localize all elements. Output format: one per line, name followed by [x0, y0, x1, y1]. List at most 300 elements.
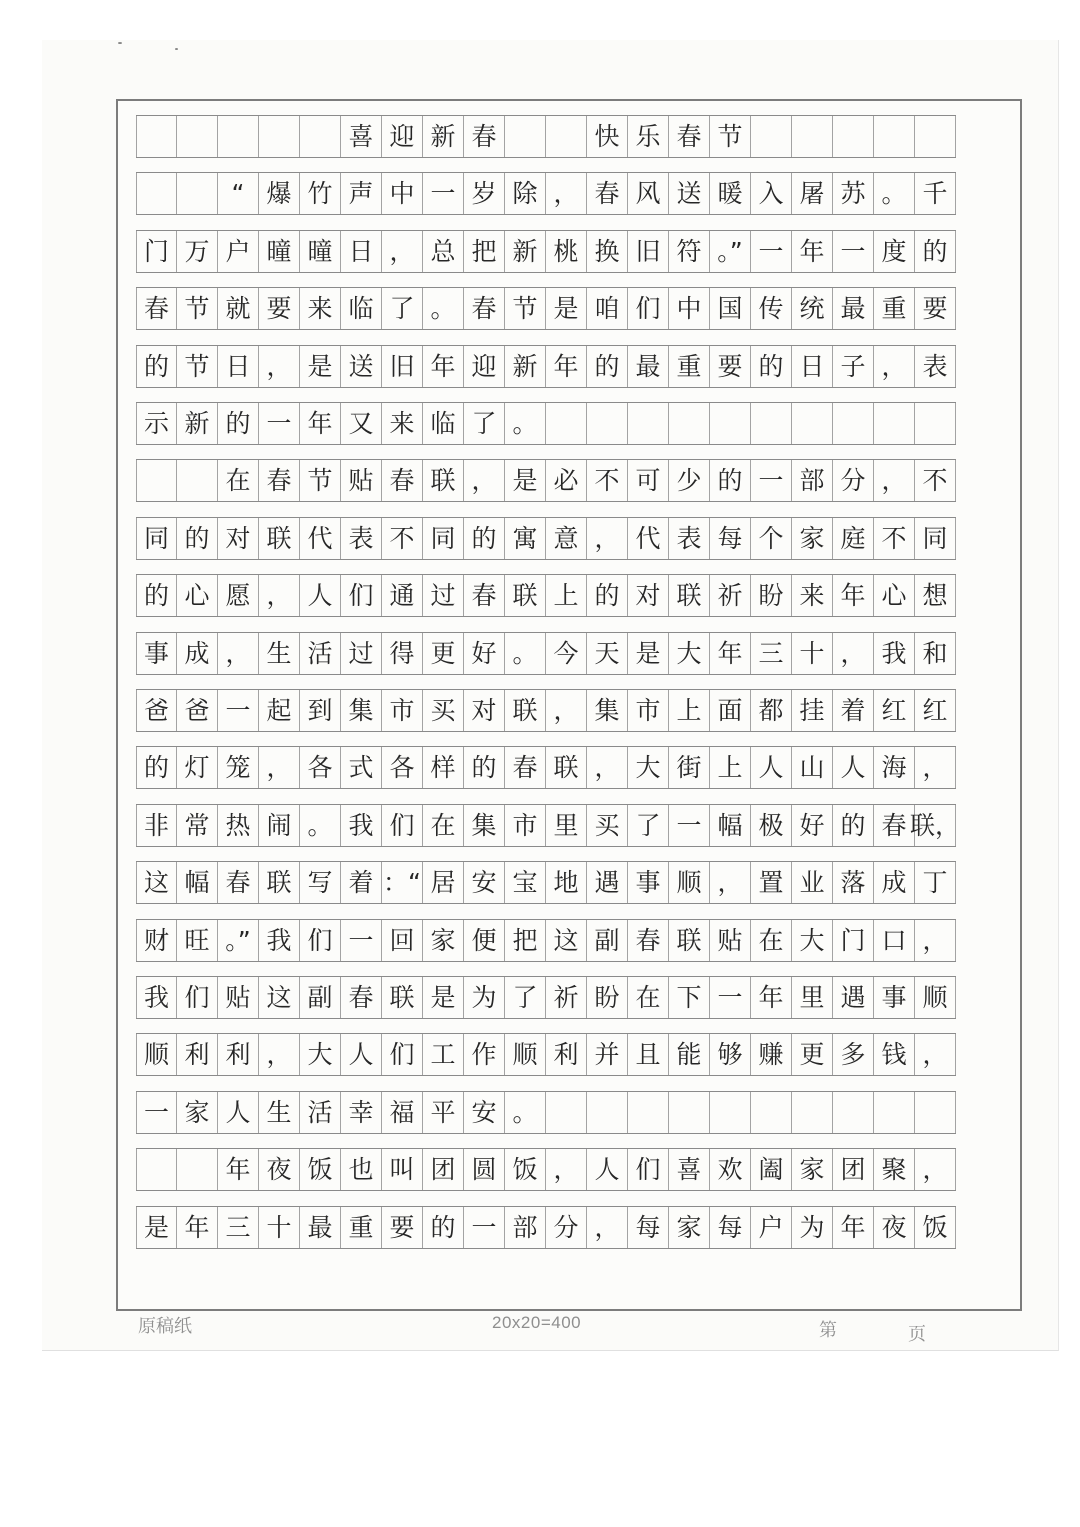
grid-cell: 们: [341, 575, 382, 616]
grid-cell: ，: [259, 346, 300, 387]
grid-cell: ，: [587, 1207, 628, 1248]
grid-cell: 。: [300, 805, 341, 846]
grid-cell: 十: [259, 1207, 300, 1248]
grid-cell: 的: [751, 346, 792, 387]
grid-cell: 我: [874, 633, 915, 674]
grid-cell: 贴: [710, 920, 751, 961]
grid-cell: 国: [710, 288, 751, 329]
grid-cell: 年: [218, 1149, 259, 1190]
grid-cell: 成: [874, 862, 915, 903]
grid-cell: 表: [341, 518, 382, 559]
grid-cell: 寓: [505, 518, 546, 559]
grid-cell: 欢: [710, 1149, 751, 1190]
grid-cell: 非: [136, 805, 177, 846]
grid-cell: ，: [382, 231, 423, 272]
grid-cell: 们: [177, 977, 218, 1018]
grid-cell: 春: [628, 920, 669, 961]
grid-cell: 春: [464, 575, 505, 616]
grid-cell: 幅: [177, 862, 218, 903]
grid-cell: 新: [505, 231, 546, 272]
grid-cell: 的: [710, 460, 751, 501]
grid-cell: 代: [300, 518, 341, 559]
grid-cell: 落: [833, 862, 874, 903]
grid-cell: 人: [300, 575, 341, 616]
grid-cell: 便: [464, 920, 505, 961]
grid-cell: [833, 403, 874, 444]
grid-cell: 年: [833, 1207, 874, 1248]
grid-cell: 的: [136, 346, 177, 387]
grid-cell: 度: [874, 231, 915, 272]
grid-cell: 的: [587, 346, 628, 387]
grid-cell: 也: [341, 1149, 382, 1190]
grid-cell: 买: [587, 805, 628, 846]
grid-cell: 送: [669, 173, 710, 214]
grid-cell: 人: [833, 747, 874, 788]
grid-cell: “: [218, 173, 259, 214]
grid-cell: 今: [546, 633, 587, 674]
grid-cell: [874, 403, 915, 444]
grid-cell: 爆: [259, 173, 300, 214]
grid-cell: 遇: [833, 977, 874, 1018]
grid-cell: 人: [751, 747, 792, 788]
grid-cell: [259, 116, 300, 157]
grid-cell: 愿: [218, 575, 259, 616]
grid-cell: 春: [587, 173, 628, 214]
grid-row: [136, 517, 956, 560]
grid-cell: 居: [423, 862, 464, 903]
grid-row: [136, 1091, 956, 1134]
grid-row: [136, 746, 956, 789]
grid-cell: 顺: [505, 1034, 546, 1075]
grid-cell: 又: [341, 403, 382, 444]
grid-cell: 日: [792, 346, 833, 387]
grid-cell: 们: [628, 288, 669, 329]
grid-cell: [669, 1092, 710, 1133]
grid-cell: 来: [382, 403, 423, 444]
grid-cell: 家: [177, 1092, 218, 1133]
grid-cell: 重: [341, 1207, 382, 1248]
grid-cell: 是: [546, 288, 587, 329]
grid-cell: 团: [423, 1149, 464, 1190]
grid-cell: 年: [300, 403, 341, 444]
grid-cell: 各: [382, 747, 423, 788]
grid-cell: 写: [300, 862, 341, 903]
grid-cell: 春: [464, 288, 505, 329]
grid-cell: 天: [587, 633, 628, 674]
grid-cell: [751, 1092, 792, 1133]
grid-cell: 安: [464, 1092, 505, 1133]
manuscript-grid-frame: [116, 99, 1022, 1311]
grid-cell: 每: [710, 518, 751, 559]
grid-cell: ，: [259, 1034, 300, 1075]
grid-cell: [874, 1092, 915, 1133]
grid-cell: 过: [341, 633, 382, 674]
grid-cell: 十: [792, 633, 833, 674]
grid-cell: 们: [628, 1149, 669, 1190]
grid-cell: 的: [177, 518, 218, 559]
grid-cell: 起: [259, 690, 300, 731]
grid-cell: ，: [259, 575, 300, 616]
grid-cell: 喜: [669, 1149, 710, 1190]
grid-cell: 入: [751, 173, 792, 214]
grid-cell: 山: [792, 747, 833, 788]
grid-cell: 过: [423, 575, 464, 616]
grid-cell: 贴: [218, 977, 259, 1018]
grid-cell: 为: [792, 1207, 833, 1248]
grid-cell: 宝: [505, 862, 546, 903]
grid-cell: 想: [915, 575, 956, 616]
grid-cell: 安: [464, 862, 505, 903]
grid-cell: [792, 1092, 833, 1133]
grid-cell: 人: [341, 1034, 382, 1075]
grid-cell: 的: [587, 575, 628, 616]
grid-cell: 。: [874, 173, 915, 214]
grid-cell: 联: [259, 862, 300, 903]
grid-cell: 常: [177, 805, 218, 846]
grid-cell: 大: [300, 1034, 341, 1075]
grid-cell: 中: [669, 288, 710, 329]
grid-cell: 春: [505, 747, 546, 788]
grid-cell: 红: [874, 690, 915, 731]
grid-spec-label: 20x20=400: [492, 1313, 582, 1332]
grid-cell: 春: [341, 977, 382, 1018]
grid-cell: 市: [628, 690, 669, 731]
grid-cell: 式: [341, 747, 382, 788]
grid-cell: [177, 460, 218, 501]
grid-cell: 闹: [259, 805, 300, 846]
grid-cell: 部: [792, 460, 833, 501]
grid-cell: ，: [546, 173, 587, 214]
grid-cell: 人: [587, 1149, 628, 1190]
grid-cell: [669, 403, 710, 444]
grid-cell: 饭: [915, 1207, 956, 1248]
grid-cell: 同: [136, 518, 177, 559]
grid-cell: 旧: [382, 346, 423, 387]
grid-cell: 千: [915, 173, 956, 214]
grid-cell: 联: [259, 518, 300, 559]
grid-cell: 重: [874, 288, 915, 329]
grid-cell: 赚: [751, 1034, 792, 1075]
grid-cell: 迎: [464, 346, 505, 387]
grid-cell: 得: [382, 633, 423, 674]
grid-cell: 春: [259, 460, 300, 501]
manuscript-grid: [136, 115, 961, 1255]
grid-cell: 心: [874, 575, 915, 616]
grid-cell: 联: [546, 747, 587, 788]
grid-row: [136, 459, 956, 502]
grid-cell: 上: [546, 575, 587, 616]
grid-cell: 地: [546, 862, 587, 903]
grid-cell: 一: [218, 690, 259, 731]
grid-cell: 我: [341, 805, 382, 846]
grid-cell: 夜: [874, 1207, 915, 1248]
grid-cell: 对: [628, 575, 669, 616]
grid-cell: [177, 1149, 218, 1190]
grid-cell: [628, 403, 669, 444]
grid-cell: 。: [505, 403, 546, 444]
grid-cell: ，: [546, 1149, 587, 1190]
grid-cell: 的: [915, 231, 956, 272]
grid-cell: [136, 460, 177, 501]
grid-cell: 的: [136, 747, 177, 788]
grid-cell: 圆: [464, 1149, 505, 1190]
grid-cell: 年: [792, 231, 833, 272]
grid-cell: 事: [136, 633, 177, 674]
grid-cell: 着: [833, 690, 874, 731]
grid-row: [136, 230, 956, 273]
grid-cell: 的: [464, 747, 505, 788]
grid-cell: 幅: [710, 805, 751, 846]
grid-cell: 同: [915, 518, 956, 559]
grid-cell: 竹: [300, 173, 341, 214]
grid-cell: 心: [177, 575, 218, 616]
grid-cell: 对: [218, 518, 259, 559]
grid-cell: 联: [669, 575, 710, 616]
grid-cell: 庭: [833, 518, 874, 559]
grid-cell: 大: [669, 633, 710, 674]
grid-cell: 平: [423, 1092, 464, 1133]
grid-cell: [546, 116, 587, 157]
grid-cell: 爸: [177, 690, 218, 731]
grid-cell: 家: [792, 518, 833, 559]
grid-cell: [546, 1092, 587, 1133]
grid-cell: ，: [464, 460, 505, 501]
grid-cell: 。: [505, 633, 546, 674]
grid-cell: 的: [423, 1207, 464, 1248]
grid-cell: 里: [546, 805, 587, 846]
grid-row: [136, 1206, 956, 1249]
grid-cell: [136, 1149, 177, 1190]
grid-cell: 顺: [136, 1034, 177, 1075]
grid-cell: 家: [423, 920, 464, 961]
grid-cell: 聚: [874, 1149, 915, 1190]
grid-cell: 丁: [915, 862, 956, 903]
grid-cell: 风: [628, 173, 669, 214]
grid-cell: 日: [218, 346, 259, 387]
grid-cell: 大: [628, 747, 669, 788]
grid-cell: [136, 173, 177, 214]
grid-cell: [628, 1092, 669, 1133]
grid-cell: 在: [751, 920, 792, 961]
grid-cell: 意: [546, 518, 587, 559]
grid-cell: 就: [218, 288, 259, 329]
grid-cell: ，: [587, 518, 628, 559]
grid-cell: 屠: [792, 173, 833, 214]
grid-cell: 换: [587, 231, 628, 272]
grid-cell: 对: [464, 690, 505, 731]
grid-row: [136, 804, 961, 847]
grid-cell: 市: [505, 805, 546, 846]
grid-cell: 要: [259, 288, 300, 329]
grid-row: [136, 574, 956, 617]
grid-cell: 门: [833, 920, 874, 961]
grid-cell: 钱: [874, 1034, 915, 1075]
grid-cell: 表: [915, 346, 956, 387]
grid-cell: 置: [751, 862, 792, 903]
grid-cell: 最: [300, 1207, 341, 1248]
grid-cell: 夜: [259, 1149, 300, 1190]
grid-cell: 一: [136, 1092, 177, 1133]
grid-cell: 们: [382, 805, 423, 846]
paper-speck: [175, 48, 178, 50]
grid-cell: [792, 116, 833, 157]
grid-cell: 好: [792, 805, 833, 846]
grid-cell: ，: [710, 862, 751, 903]
grid-cell: 总: [423, 231, 464, 272]
grid-cell: 来: [300, 288, 341, 329]
grid-cell: 春: [464, 116, 505, 157]
grid-cell: 统: [792, 288, 833, 329]
grid-cell: 声: [341, 173, 382, 214]
grid-cell: 我: [259, 920, 300, 961]
grid-cell: 家: [792, 1149, 833, 1190]
grid-cell: ，: [915, 1034, 956, 1075]
grid-cell: 上: [669, 690, 710, 731]
grid-cell: 把: [464, 231, 505, 272]
grid-cell: 日: [341, 231, 382, 272]
grid-cell: [710, 403, 751, 444]
grid-row: [136, 172, 956, 215]
grid-cell: ，: [915, 747, 956, 788]
grid-cell: 贴: [341, 460, 382, 501]
grid-cell: 这: [136, 862, 177, 903]
grid-cell: 一: [669, 805, 710, 846]
grid-cell: 了: [382, 288, 423, 329]
grid-row: [136, 919, 956, 962]
grid-cell: 三: [218, 1207, 259, 1248]
grid-cell: 年: [751, 977, 792, 1018]
grid-cell: ，: [218, 633, 259, 674]
grid-cell: 们: [382, 1034, 423, 1075]
grid-row: [136, 861, 956, 904]
grid-cell: 咱: [587, 288, 628, 329]
grid-row: [136, 976, 956, 1019]
grid-cell: 饭: [300, 1149, 341, 1190]
grid-cell: 要: [382, 1207, 423, 1248]
grid-cell: 遇: [587, 862, 628, 903]
grid-cell: 了: [628, 805, 669, 846]
grid-cell: 能: [669, 1034, 710, 1075]
grid-cell: 好: [464, 633, 505, 674]
grid-cell: 生: [259, 1092, 300, 1133]
grid-cell: 年: [423, 346, 464, 387]
grid-cell: 不: [382, 518, 423, 559]
grid-cell: 节: [177, 346, 218, 387]
grid-cell: 一: [751, 231, 792, 272]
grid-cell: 且: [628, 1034, 669, 1075]
grid-cell: 是: [423, 977, 464, 1018]
grid-cell: ，: [587, 747, 628, 788]
grid-cell: 买: [423, 690, 464, 731]
grid-cell: 每: [710, 1207, 751, 1248]
grid-cell: 同: [423, 518, 464, 559]
grid-cell: [915, 403, 956, 444]
grid-cell: 到: [300, 690, 341, 731]
grid-cell: 下: [669, 977, 710, 1018]
grid-cell: 快: [587, 116, 628, 157]
grid-cell: 各: [300, 747, 341, 788]
grid-cell: 联: [423, 460, 464, 501]
grid-cell: 笼: [218, 747, 259, 788]
grid-cell: 联: [505, 690, 546, 731]
grid-cell: [587, 403, 628, 444]
grid-cell: 。”: [218, 920, 259, 961]
grid-cell: 通: [382, 575, 423, 616]
grid-cell: 红: [915, 690, 956, 731]
grid-cell: 少: [669, 460, 710, 501]
grid-cell: 集: [341, 690, 382, 731]
grid-cell: 春: [669, 116, 710, 157]
grid-cell: 祈: [546, 977, 587, 1018]
grid-cell: 极: [751, 805, 792, 846]
grid-cell: 可: [628, 460, 669, 501]
grid-cell: 里: [792, 977, 833, 1018]
grid-cell: 了: [464, 403, 505, 444]
grid-cell: 在: [218, 460, 259, 501]
grid-cell: 必: [546, 460, 587, 501]
grid-cell: 子: [833, 346, 874, 387]
grid-cell: 一: [423, 173, 464, 214]
grid-row: [136, 1148, 956, 1191]
grid-cell: 海: [874, 747, 915, 788]
grid-cell: ，: [874, 346, 915, 387]
grid-cell: 最: [833, 288, 874, 329]
grid-cell: 不: [587, 460, 628, 501]
grid-cell: 我: [136, 977, 177, 1018]
grid-cell: 旧: [628, 231, 669, 272]
grid-cell: 春: [874, 805, 915, 846]
grid-cell: 幸: [341, 1092, 382, 1133]
grid-cell: 的: [218, 403, 259, 444]
grid-cell: 阖: [751, 1149, 792, 1190]
grid-cell: 事: [628, 862, 669, 903]
grid-cell: 作: [464, 1034, 505, 1075]
grid-cell: 曈: [259, 231, 300, 272]
grid-row: [136, 345, 956, 388]
paper-speck: [118, 42, 122, 44]
grid-cell: [587, 1092, 628, 1133]
grid-cell: 一: [259, 403, 300, 444]
grid-cell: 三: [751, 633, 792, 674]
grid-cell: 副: [300, 977, 341, 1018]
grid-cell: 旺: [177, 920, 218, 961]
grid-cell: 更: [792, 1034, 833, 1075]
grid-cell: ，: [259, 747, 300, 788]
grid-cell: 爸: [136, 690, 177, 731]
grid-cell: 除: [505, 173, 546, 214]
grid-cell: 这: [546, 920, 587, 961]
grid-cell: 街: [669, 747, 710, 788]
grid-cell: 新: [423, 116, 464, 157]
grid-cell: [710, 1092, 751, 1133]
grid-cell: [505, 116, 546, 157]
page-prefix-label: 第: [819, 1320, 837, 1341]
grid-cell: 都: [751, 690, 792, 731]
grid-cell: 生: [259, 633, 300, 674]
grid-cell: 饭: [505, 1149, 546, 1190]
grid-cell: ，: [915, 1149, 956, 1190]
grid-cell: 新: [505, 346, 546, 387]
grid-cell: 春: [382, 460, 423, 501]
grid-cell: 联: [382, 977, 423, 1018]
grid-cell: 的: [833, 805, 874, 846]
grid-cell: 回: [382, 920, 423, 961]
grid-row: [136, 287, 956, 330]
grid-cell: 集: [464, 805, 505, 846]
grid-cell: 集: [587, 690, 628, 731]
grid-cell: 灯: [177, 747, 218, 788]
grid-cell: 是: [505, 460, 546, 501]
